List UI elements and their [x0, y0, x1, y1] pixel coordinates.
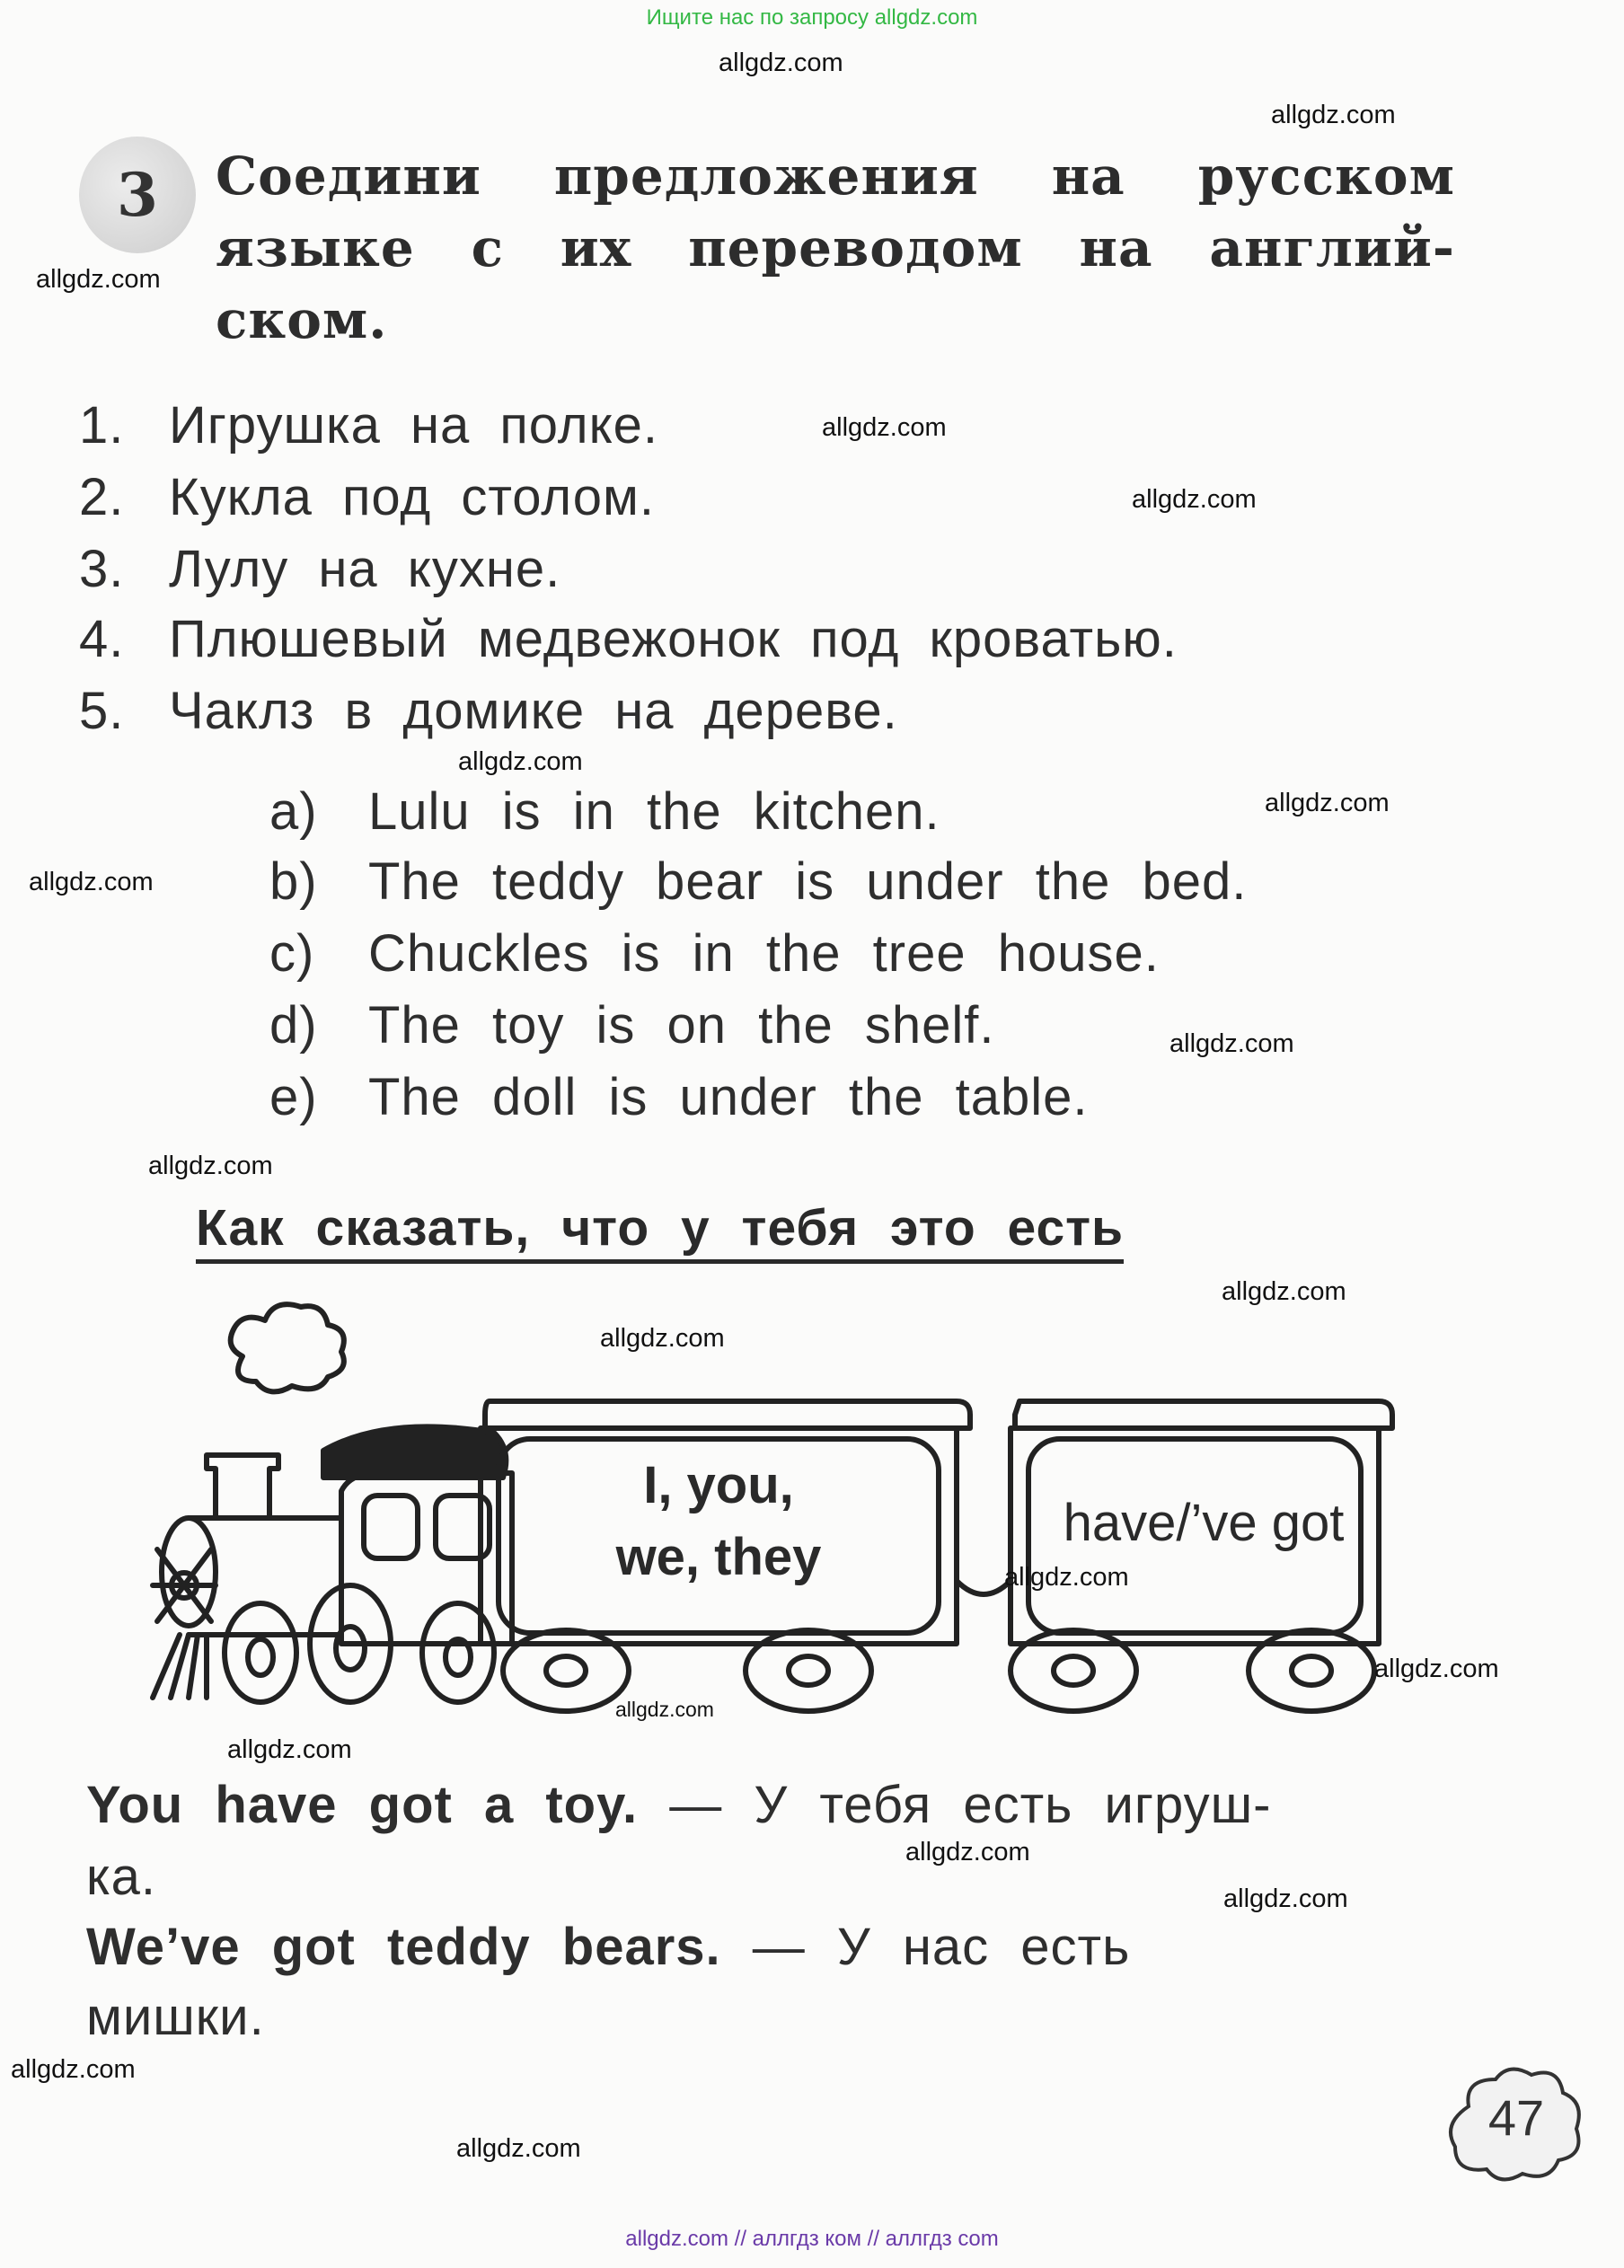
- item-letter: c): [269, 924, 315, 983]
- item-number: 4.: [79, 610, 125, 668]
- sentence-text: The teddy bear is under the bed.: [368, 852, 1248, 911]
- example-1-continued: ка.: [86, 1848, 157, 1906]
- english-sentence-b: [269, 852, 1247, 912]
- example-2-continued: мишки.: [86, 1988, 265, 2046]
- sentence-text: Кукла под столом.: [169, 468, 656, 526]
- sentence-text: Плюшевый медвежонок под кроватью.: [169, 610, 1178, 668]
- wagon-1-line-1: I, you,: [643, 1456, 794, 1514]
- footer-links[interactable]: allgdz.com // аллгдз ком // аллгдз com: [625, 2227, 999, 2251]
- english-sentence-c: [269, 923, 1160, 984]
- item-letter: b): [269, 852, 318, 911]
- watermark: allgdz.com: [822, 413, 947, 442]
- sentence-text: The toy is on the shelf.: [368, 996, 995, 1055]
- watermark: allgdz.com: [1271, 101, 1396, 129]
- example-english: You have got a toy.: [86, 1776, 639, 1834]
- section-title: Как сказать, что у тебя это есть: [196, 1198, 1124, 1264]
- watermark: allgdz.com: [36, 265, 161, 294]
- watermark: allgdz.com: [1004, 1563, 1129, 1592]
- item-letter: a): [269, 782, 318, 841]
- item-number: 3.: [79, 540, 125, 598]
- example-translation: — У нас есть: [720, 1918, 1131, 1976]
- example-2: [86, 1917, 1130, 1977]
- russian-sentence-4: [79, 609, 1178, 669]
- item-letter: e): [269, 1068, 318, 1126]
- task-heading-line-2: языке с их переводом на англий-: [216, 217, 1455, 278]
- watermark: allgdz.com: [456, 2134, 581, 2163]
- watermark: allgdz.com: [1169, 1029, 1294, 1058]
- watermark: allgdz.com: [600, 1324, 725, 1353]
- watermark: allgdz.com: [1222, 1277, 1346, 1306]
- item-number: 1.: [79, 396, 125, 454]
- sentence-text: Lulu is in the kitchen.: [368, 782, 940, 841]
- watermark: allgdz.com: [1374, 1655, 1499, 1683]
- sentence-text: Лулу на кухне.: [169, 540, 561, 598]
- watermark: allgdz.com: [458, 747, 583, 776]
- watermark: allgdz.com: [1132, 485, 1257, 514]
- sentence-text: Chuckles is in the tree house.: [368, 924, 1160, 983]
- item-letter: d): [269, 996, 318, 1055]
- task-number: 3: [117, 160, 158, 230]
- watermark: allgdz.com: [905, 1838, 1030, 1866]
- russian-sentence-5: [79, 681, 898, 741]
- russian-sentence-3: [79, 539, 560, 599]
- watermark: allgdz.com: [227, 1735, 352, 1764]
- watermark: allgdz.com: [719, 49, 843, 77]
- english-sentence-a: [269, 781, 940, 842]
- sentence-text: The doll is under the table.: [368, 1068, 1089, 1126]
- russian-sentence-2: [79, 467, 655, 527]
- sentence-text: Чаклз в домике на дереве.: [169, 682, 898, 740]
- example-translation: — У тебя есть игруш-: [638, 1776, 1272, 1834]
- example-english: We’ve got teddy bears.: [86, 1918, 721, 1976]
- wagon-2-text: have/’ve got: [1063, 1494, 1345, 1552]
- task-heading-line-3: ском.: [216, 289, 388, 350]
- item-number: 2.: [79, 468, 125, 526]
- sentence-text: Игрушка на полке.: [169, 396, 659, 454]
- wagon-1-line-2: we, they: [615, 1528, 822, 1586]
- watermark: allgdz.com: [1223, 1884, 1348, 1913]
- smoke-cloud-icon: [231, 1304, 344, 1391]
- page-number: 47: [1487, 2089, 1545, 2146]
- watermark: allgdz.com: [148, 1152, 273, 1180]
- watermark: allgdz.com: [1265, 789, 1390, 817]
- task-heading-line-1: Соедини предложения на русском: [216, 146, 1455, 207]
- russian-sentence-1: [79, 395, 658, 455]
- english-sentence-e: [269, 1067, 1089, 1127]
- watermark: allgdz.com: [29, 868, 154, 896]
- example-1: [86, 1775, 1271, 1835]
- english-sentence-d: [269, 995, 995, 1055]
- watermark: allgdz.com: [11, 2055, 136, 2084]
- item-number: 5.: [79, 682, 125, 740]
- watermark: allgdz.com: [615, 1698, 714, 1721]
- top-banner[interactable]: Ищите нас по запросу allgdz.com: [646, 5, 978, 30]
